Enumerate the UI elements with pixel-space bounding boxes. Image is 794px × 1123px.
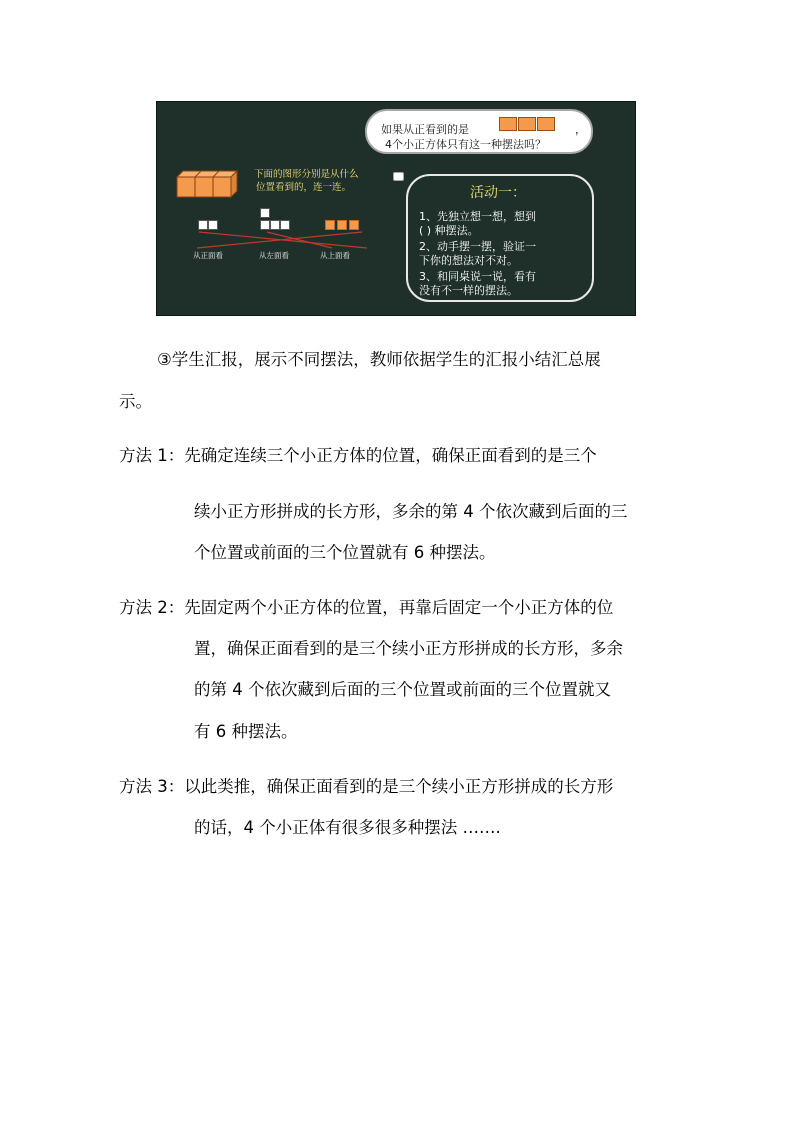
view-label-left: 从左面看 [259, 251, 289, 260]
method-2-line-1: 方法 2：先固定两个小正方体的位置，再靠后固定一个小正方体的位 [119, 598, 614, 617]
activity-line-1: 1、先独立想一想，想到 [419, 210, 536, 223]
question-line-1-comma: ， [575, 123, 586, 136]
slide-instruction-line-2: 位置看到的，连一连。 [256, 182, 352, 193]
method-1-line-2: 续小正方形拼成的长方形，多余的第 4 个依次藏到后面的三 [194, 502, 628, 521]
report-paragraph-line-2: 示。 [119, 392, 152, 411]
question-line-1: 如果从正看到的是 [381, 123, 469, 136]
activity-line-6: 没有不一样的摆法。 [419, 284, 518, 297]
activity-bubble [406, 174, 594, 302]
method-3-line-2: 的话，4 个小正体有很多很多种摆法 ……. [194, 818, 501, 837]
activity-line-2: ( ) 种摆法。 [419, 224, 479, 237]
activity-line-4: 下你的想法对不对。 [419, 254, 518, 267]
method-1-line-1: 方法 1：先确定连续三个小正方体的位置，确保正面看到的是三个 [119, 446, 597, 465]
method-3-line-1: 方法 3：以此类推，确保正面看到的是三个续小正方形拼成的长方形 [119, 777, 614, 796]
bubble-tail [393, 172, 404, 181]
lesson-slide-image [156, 101, 636, 316]
method-2-line-4: 有 6 种摆法。 [194, 722, 298, 741]
activity-title: 活动一： [470, 185, 526, 201]
report-paragraph-line-1: ③学生汇报，展示不同摆法，教师依据学生的汇报小结汇总展 [157, 350, 601, 369]
question-line-2: 4个小正方体只有这一种摆法吗？ [385, 138, 546, 151]
question-bubble [365, 109, 593, 154]
activity-line-5: 3、和同桌说一说，看有 [419, 270, 536, 283]
view-label-top: 从上面看 [320, 251, 350, 260]
activity-line-3: 2、动手摆一摆，验证一 [419, 240, 536, 253]
method-1-line-3: 个位置或前面的三个位置就有 6 种摆法。 [194, 543, 496, 562]
method-2-line-3: 的第 4 个依次藏到后面的三个位置或前面的三个位置就又 [194, 680, 611, 699]
slide-instruction-line-1: 下面的图形分别是从什么 [254, 169, 359, 180]
method-2-line-2: 置，确保正面看到的是三个续小正方形拼成的长方形，多余 [194, 639, 623, 658]
view-label-front: 从正面看 [193, 251, 223, 260]
